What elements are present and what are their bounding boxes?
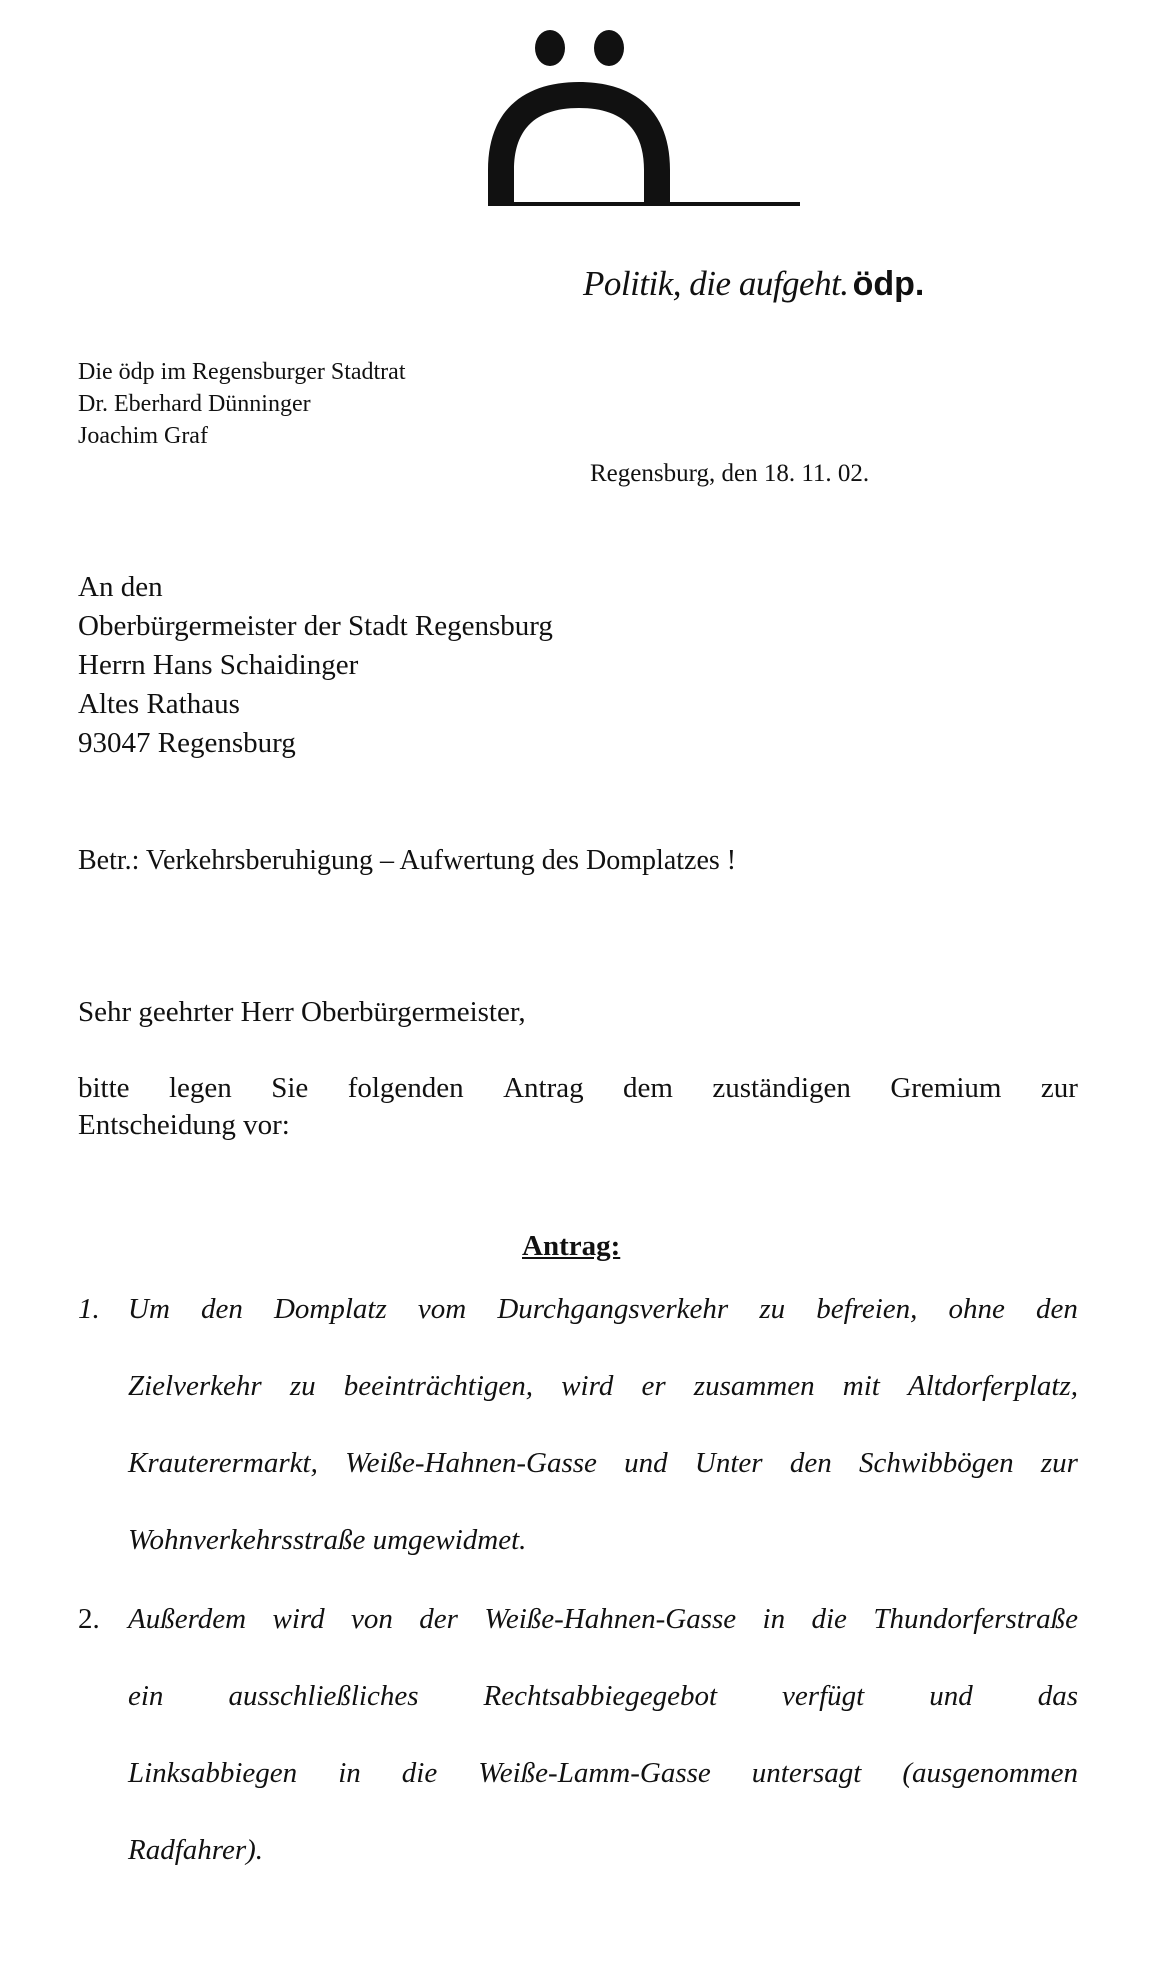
motion-item-word: den bbox=[1036, 1293, 1078, 1325]
motion-item bbox=[78, 1293, 1078, 1601]
intro-word: Sie bbox=[271, 1072, 309, 1104]
recipient-line: Altes Rathaus bbox=[78, 688, 240, 720]
motion-item-word: Weiße-Hahnen-Gasse bbox=[345, 1447, 597, 1479]
sender-line: Joachim Graf bbox=[78, 423, 208, 449]
intro-line: Entscheidung vor: bbox=[78, 1109, 290, 1141]
logo-dot-right bbox=[594, 30, 624, 66]
motion-item-word: Rechtsabbiegegebot bbox=[483, 1680, 718, 1712]
motion-item-word: Außerdem bbox=[128, 1603, 247, 1635]
logo-dot-left bbox=[535, 30, 565, 66]
motion-item-word: wird bbox=[561, 1370, 614, 1402]
motion-item-word: Thundorferstraße bbox=[873, 1603, 1078, 1635]
logo-arch bbox=[488, 82, 670, 203]
intro-word: legen bbox=[168, 1072, 232, 1104]
motion-item-word: Weiße-Hahnen-Gasse bbox=[484, 1603, 737, 1635]
motion-item-word: Um bbox=[128, 1293, 170, 1325]
motion-item-word: Linksabbiegen bbox=[128, 1757, 298, 1789]
motion-item-line bbox=[128, 1293, 1078, 1326]
intro-line bbox=[78, 1072, 1078, 1105]
motion-item-word: zu bbox=[759, 1293, 786, 1325]
motion-item-word: den bbox=[201, 1293, 243, 1325]
motion-item-word: von bbox=[351, 1603, 393, 1635]
recipient-line: Herrn Hans Schaidinger bbox=[78, 649, 359, 681]
motion-item-number: 2. bbox=[78, 1603, 100, 1635]
motion-item-word: untersagt bbox=[751, 1757, 862, 1789]
motion-item-word: verfügt bbox=[782, 1680, 865, 1712]
sender-line: Die ödp im Regensburger Stadtrat bbox=[78, 359, 406, 385]
motion-item-line bbox=[128, 1370, 1078, 1403]
odp-logo bbox=[470, 20, 800, 210]
motion-item-line bbox=[128, 1603, 1078, 1636]
intro-word: bitte bbox=[78, 1072, 130, 1104]
tagline-brand: ödp. bbox=[852, 265, 925, 303]
motion-item-word: Altdorferplatz, bbox=[908, 1370, 1078, 1402]
motion-item-word: in bbox=[762, 1603, 786, 1635]
motion-item-word: und bbox=[929, 1680, 973, 1712]
subject-line: Betr.: Verkehrsberuhigung – Aufwertung des Domplatzes ! bbox=[78, 845, 737, 876]
motion-item-word: ein bbox=[128, 1680, 164, 1712]
motion-item-word: Weiße-Lamm-Gasse bbox=[478, 1757, 711, 1789]
motion-item-word: er bbox=[641, 1370, 666, 1402]
odp-logo-graphic bbox=[470, 20, 800, 210]
motion-item-word: Krauterermarkt, bbox=[128, 1447, 318, 1479]
motion-item-line bbox=[128, 1447, 1078, 1480]
motion-item-word: beeinträchtigen, bbox=[343, 1370, 534, 1402]
motion-item-line bbox=[128, 1680, 1078, 1713]
motion-item-word: befreien, bbox=[816, 1293, 918, 1325]
motion-item-word: der bbox=[419, 1603, 458, 1635]
intro-word: zur bbox=[1040, 1072, 1078, 1104]
motion-item-word: die bbox=[811, 1603, 847, 1635]
motion-item-word: Radfahrer). bbox=[128, 1834, 264, 1866]
motion-item-word: den bbox=[789, 1447, 832, 1479]
motion-item-word: Wohnverkehrsstraße umgewidmet. bbox=[128, 1524, 527, 1556]
motion-item-word: Zielverkehr bbox=[128, 1370, 262, 1402]
recipient-line: 93047 Regensburg bbox=[78, 727, 296, 759]
sender-block bbox=[78, 356, 406, 452]
intro-word: folgenden bbox=[347, 1072, 464, 1104]
motion-item-word: (ausgenommen bbox=[902, 1757, 1078, 1789]
motion-item-word: zusammen bbox=[693, 1370, 815, 1402]
intro-paragraph bbox=[78, 1072, 1078, 1142]
logo-letter bbox=[470, 20, 471, 21]
tagline bbox=[583, 264, 924, 304]
letter-date: Regensburg, den 18. 11. 02. bbox=[590, 460, 870, 487]
intro-word: zuständigen bbox=[712, 1072, 851, 1104]
sender-line: Dr. Eberhard Dünninger bbox=[78, 391, 311, 417]
motion-item-word: das bbox=[1037, 1680, 1078, 1712]
recipient-address bbox=[78, 568, 553, 763]
motion-item-line bbox=[128, 1834, 1078, 1867]
motion-item-word: ausschließliches bbox=[228, 1680, 419, 1712]
intro-word: Gremium bbox=[890, 1072, 1002, 1104]
recipient-line: An den bbox=[78, 571, 163, 603]
motion-item-word: zu bbox=[289, 1370, 316, 1402]
recipient-line: Oberbürgermeister der Stadt Regensburg bbox=[78, 610, 553, 642]
motion-heading: Antrag: bbox=[522, 1230, 621, 1262]
motion-item-word: Unter bbox=[694, 1447, 763, 1479]
motion-item-word: Domplatz bbox=[273, 1293, 387, 1325]
tagline-text: Politik, die aufgeht. bbox=[583, 264, 849, 303]
salutation: Sehr geehrter Herr Oberbürgermeister, bbox=[78, 996, 526, 1028]
motion-item-word: Durchgangsverkehr bbox=[497, 1293, 729, 1325]
motion-item-word: Schwibbögen bbox=[858, 1447, 1014, 1479]
motion-item-line bbox=[128, 1757, 1078, 1790]
intro-word: dem bbox=[623, 1072, 673, 1104]
motion-item-word: wird bbox=[272, 1603, 325, 1635]
motion-item bbox=[78, 1603, 1078, 1911]
motion-item-word: die bbox=[401, 1757, 438, 1789]
motion-item-line bbox=[128, 1524, 1078, 1557]
intro-word: Antrag bbox=[503, 1072, 584, 1104]
motion-item-word: in bbox=[338, 1757, 361, 1789]
motion-item-word: und bbox=[624, 1447, 668, 1479]
motion-item-word: mit bbox=[842, 1370, 880, 1402]
motion-item-word: ohne bbox=[948, 1293, 1005, 1325]
motion-item-number: 1. bbox=[78, 1293, 100, 1325]
motion-item-word: zur bbox=[1040, 1447, 1078, 1479]
motion-item-word: vom bbox=[417, 1293, 467, 1325]
